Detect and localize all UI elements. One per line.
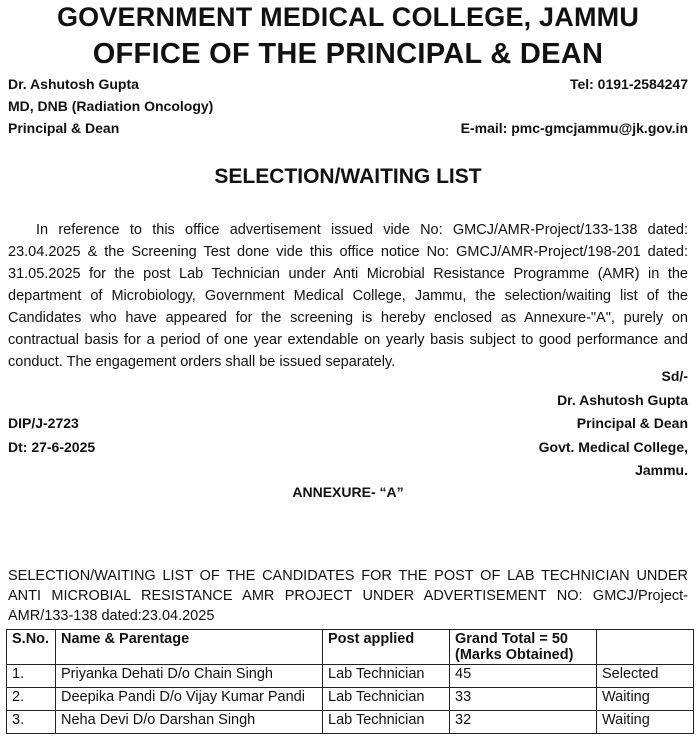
row-name: Neha Devi D/o Darshan Singh xyxy=(56,711,323,734)
header-post: Post applied xyxy=(323,630,450,665)
reference-number: DIP/J-2723 xyxy=(8,415,79,431)
header-sno: S.No. xyxy=(7,630,56,665)
office-name: OFFICE OF THE PRINCIPAL & DEAN xyxy=(92,38,604,70)
row-status: Selected xyxy=(597,665,694,688)
principal-name: Dr. Ashutosh Gupta xyxy=(8,76,139,92)
row-sno: 2. xyxy=(7,688,56,711)
header-marks-total: Grand Total = 50 xyxy=(455,631,568,647)
document-title: SELECTION/WAITING LIST xyxy=(214,165,482,188)
row-sno: 1. xyxy=(7,665,56,688)
header-name: Name & Parentage xyxy=(56,630,323,665)
row-marks: 45 xyxy=(450,665,597,688)
email: E-mail: pmc-gmcjammu@jk.gov.in xyxy=(460,120,688,136)
row-status: Waiting xyxy=(597,711,694,734)
row-name: Priyanka Dehati D/o Chain Singh xyxy=(56,665,323,688)
principal-qualification: MD, DNB (Radiation Oncology) xyxy=(8,98,214,114)
table-row xyxy=(7,665,694,688)
header-marks xyxy=(450,630,597,665)
principal-designation: Principal & Dean xyxy=(8,120,120,136)
annexure-heading: ANNEXURE- “A” xyxy=(292,484,404,500)
row-marks: 33 xyxy=(450,688,597,711)
row-post: Lab Technician xyxy=(323,711,450,734)
candidates-table xyxy=(6,629,694,734)
table-row xyxy=(7,711,694,734)
table-header-row xyxy=(7,630,694,665)
telephone: Tel: 0191-2584247 xyxy=(569,76,688,92)
row-post: Lab Technician xyxy=(323,688,450,711)
body-paragraph: In reference to this office advertisement issued vide No: GMCJ/AMR-Project/133-138 dated: 23.04.2025 & the Screening Test done vide this office notice No: GMCJ/AMR-Project/198-201 dated: 31.05.2025 for the post Lab Technician under Anti Microbial Resistance Programme (AMR) in the department of Microbiology, Government Medical College, Jammu, the selection/waiting list of the Candidates who have appeared for the screening is hereby enclosed as Annexure-"A", purely on contractual basis for a period of one year extendable on yearly basis subject to good performance and conduct. The engagement orders shall be issued separately. xyxy=(8,222,688,370)
row-post: Lab Technician xyxy=(323,665,450,688)
signatory-institution: Govt. Medical College, xyxy=(538,439,688,455)
signatory-designation: Principal & Dean xyxy=(576,415,688,431)
signatory-name: Dr. Ashutosh Gupta xyxy=(557,392,688,408)
row-name: Deepika Pandi D/o Vijay Kumar Pandi xyxy=(56,688,323,711)
header-marks-obtained: (Marks Obtained) xyxy=(455,647,574,663)
table-row xyxy=(7,688,694,711)
row-status: Waiting xyxy=(597,688,694,711)
signatory-city: Jammu. xyxy=(635,462,688,478)
row-sno: 3. xyxy=(7,711,56,734)
list-heading: SELECTION/WAITING LIST OF THE CANDIDATES FOR THE POST OF LAB TECHNICIAN UNDER ANTI MICROBIAL RESISTANCE AMR PROJECT UNDER ADVERTISEMENT NO: GMCJ/Project-AMR/133-138 dated:23.04.2025 xyxy=(8,568,688,624)
issue-date: Dt: 27-6-2025 xyxy=(8,439,96,455)
row-marks: 32 xyxy=(450,711,597,734)
signature-sd: Sd/- xyxy=(661,368,688,384)
college-name: GOVERNMENT MEDICAL COLLEGE, JAMMU xyxy=(56,2,640,32)
header-status xyxy=(597,630,694,665)
